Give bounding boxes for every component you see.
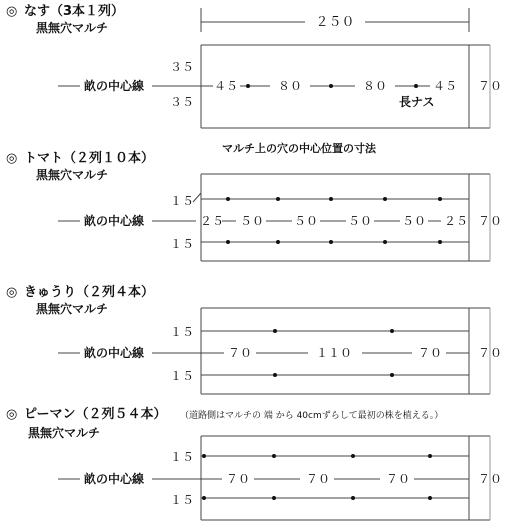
plant-hole — [351, 496, 355, 500]
plant-hole — [390, 329, 394, 333]
variety-note: 長ナス — [399, 95, 435, 109]
section-kyuuri — [6, 284, 502, 394]
plant-hole — [226, 197, 230, 201]
section-title: きゅうり（２列４本） — [24, 285, 155, 300]
section-mark: ◎ — [6, 285, 18, 300]
section-mark: ◎ — [6, 407, 18, 422]
spacing-label: ７０ — [305, 472, 331, 486]
section-mark: ◎ — [6, 4, 18, 19]
spacing-label: ５０ — [239, 214, 265, 228]
spacing-label: ４５ — [213, 79, 239, 93]
plant-hole — [414, 84, 418, 88]
plant-hole — [272, 454, 276, 458]
plant-hole — [383, 197, 387, 201]
plant-hole — [329, 84, 333, 88]
spacing-label: ８０ — [277, 79, 303, 93]
plant-hole — [351, 454, 355, 458]
section-title: ピーマン（２列５４本） — [24, 407, 167, 422]
spacing-label: ８０ — [362, 79, 388, 93]
center-line-label: 畝の中心線 — [84, 346, 145, 360]
mulch-type-label: 黒無穴マルチ — [36, 302, 109, 316]
section-tomato — [6, 141, 502, 261]
aisle-label: ７０ — [478, 79, 503, 93]
offset-top-label: １５ — [170, 194, 195, 208]
offset-bottom-label: １５ — [170, 369, 195, 383]
plant-hole — [438, 197, 442, 201]
aisle-label: ７０ — [478, 214, 503, 228]
center-line-label: 畝の中心線 — [84, 472, 145, 486]
plant-hole — [428, 454, 432, 458]
mulch-type-label: 黒無穴マルチ — [36, 21, 109, 35]
offset-bottom-label: １５ — [170, 493, 195, 507]
spacing-label: ７０ — [385, 472, 411, 486]
plant-hole — [383, 240, 387, 244]
aisle-label: ７０ — [478, 472, 503, 486]
spacing-label: ７０ — [417, 346, 443, 360]
plant-hole — [390, 373, 394, 377]
spacing-label: ７０ — [227, 346, 253, 360]
plant-hole — [202, 496, 206, 500]
section-title: なす（3本１列） — [24, 4, 125, 19]
spacing-label: ７０ — [225, 472, 251, 486]
offset-top-label: １５ — [170, 325, 195, 339]
spacing-label: １１０ — [315, 346, 353, 360]
plant-hole — [246, 84, 250, 88]
section-nasu — [6, 3, 502, 128]
center-line-label: 畝の中心線 — [84, 214, 145, 228]
plant-hole — [428, 496, 432, 500]
offset-bottom-label: １５ — [170, 237, 195, 251]
plant-hole — [273, 373, 277, 377]
plant-hole — [438, 240, 442, 244]
offset-top-label: １５ — [170, 450, 195, 464]
section-title: トマト（２列１０本） — [24, 151, 155, 166]
spacing-label: ５０ — [401, 214, 427, 228]
spacing-label: ４５ — [432, 79, 458, 93]
plant-hole — [276, 197, 280, 201]
plant-hole — [329, 197, 333, 201]
offset-top-label: ３５ — [170, 60, 195, 74]
diagram-heading: マルチ上の穴の中心位置の寸法 — [222, 142, 376, 155]
plant-hole — [276, 240, 280, 244]
spacing-label: ５０ — [347, 214, 373, 228]
bed-width-label: ２５０ — [315, 15, 355, 30]
spacing-label: ２５ — [199, 214, 225, 228]
plant-hole — [202, 454, 206, 458]
section-mark: ◎ — [6, 151, 18, 166]
plant-hole — [273, 329, 277, 333]
plant-hole — [272, 496, 276, 500]
planting-note: （道路側はマルチの 端 から 40cmずらして最初の株を植える。） — [180, 411, 444, 421]
mulch-type-label: 黒無穴マルチ — [36, 168, 109, 182]
plant-hole — [226, 240, 230, 244]
center-line-label: 畝の中心線 — [84, 79, 145, 93]
mulch-type-label: 黒無穴マルチ — [28, 426, 101, 440]
spacing-label: ２５ — [443, 214, 469, 228]
section-piiman — [6, 406, 502, 520]
spacing-label: ５０ — [293, 214, 319, 228]
plant-hole — [329, 240, 333, 244]
aisle-label: ７０ — [478, 346, 503, 360]
offset-tick — [193, 193, 201, 202]
offset-bottom-label: ３５ — [170, 95, 195, 109]
